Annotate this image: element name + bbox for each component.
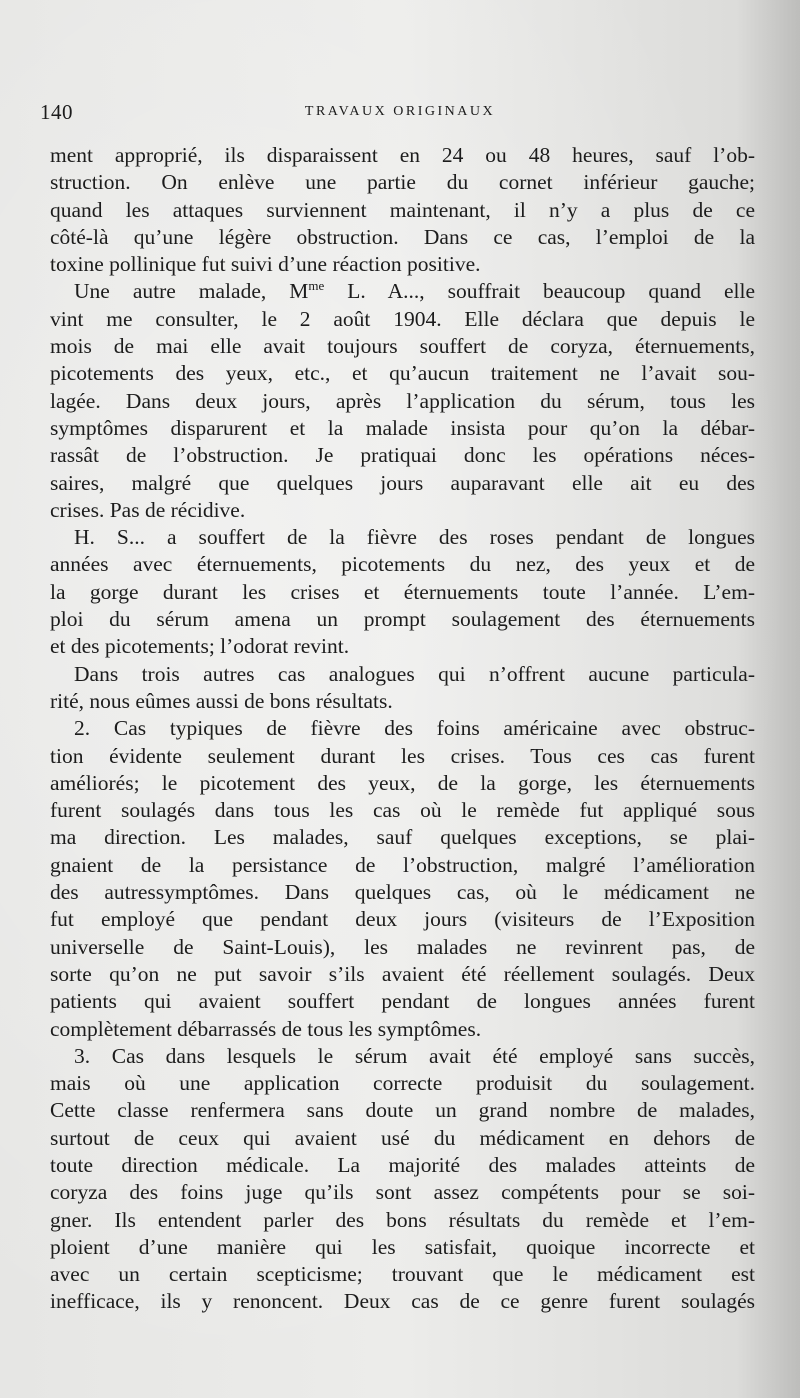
text-line: picotements des yeux, etc., et qu’aucun traitement ne l’avait sou- <box>50 361 755 386</box>
page-number: 140 <box>40 100 73 124</box>
text-line: universelle de Saint-Louis), les malades ne revinrent pas, de <box>50 934 755 959</box>
text-line: ma direction. Les malades, sauf quelques exceptions, se plai- <box>50 825 755 850</box>
text-line: avec un certain scepticisme; trouvant que le médicament est <box>50 1262 755 1287</box>
text-line: sorte qu’on ne put savoir s’ils avaient été réellement soulagés. Deux <box>50 961 755 986</box>
text-line: côté-là qu’une légère obstruction. Dans ce cas, l’emploi de la <box>50 224 755 249</box>
text-line: mois de mai elle avait toujours souffert de coryza, éternuements, <box>50 334 755 359</box>
text-line: années avec éternuements, picotements du nez, des yeux et de <box>50 552 755 577</box>
text-line: surtout de ceux qui avaient usé du médicament en dehors de <box>50 1125 755 1150</box>
text-line: gner. Ils entendent parler des bons résultats du remède et l’em- <box>50 1207 755 1232</box>
paragraph <box>50 661 755 716</box>
text-line: vint me consulter, le 2 août 1904. Elle déclara que depuis le <box>50 306 755 331</box>
paragraph <box>50 1043 755 1316</box>
text-line: tion évidente seulement durant les crises. Tous ces cas furent <box>50 743 755 768</box>
paragraph <box>50 715 755 1043</box>
text-line: 3. Cas dans lesquels le sérum avait été employé sans succès, <box>74 1043 755 1068</box>
text-line: coryza des foins juge qu’ils sont assez compétents pour se soi- <box>50 1180 755 1205</box>
text-line: patients qui avaient souffert pendant de longues années furent <box>50 989 755 1014</box>
text-line: lagée. Dans deux jours, après l’application du sérum, tous les <box>50 388 755 413</box>
paragraph <box>50 278 755 524</box>
text-line: crises. Pas de récidive. <box>50 497 246 522</box>
text-line: inefficace, ils y renoncent. Deux cas de ce genre furent soulagés <box>50 1289 755 1314</box>
text-line: complètement débarrassés de tous les symptômes. <box>50 1016 482 1041</box>
text-line: 2. Cas typiques de fièvre des foins américaine avec obstruc- <box>74 716 755 741</box>
text-line: fut employé que pendant deux jours (visiteurs de l’Exposition <box>50 907 755 932</box>
text-line: quand les attaques surviennent maintenant, il n’y a plus de ce <box>50 197 755 222</box>
text-line: des autressymptômes. Dans quelques cas, où le médicament ne <box>50 880 755 905</box>
text-line: struction. On enlève une partie du cornet inférieur gauche; <box>50 170 755 195</box>
text-line: symptômes disparurent et la malade insista pour qu’on la débar- <box>50 415 755 440</box>
text-line: Cette classe renfermera sans doute un grand nombre de malades, <box>50 1098 755 1123</box>
body-text <box>50 142 755 1316</box>
text-line: la gorge durant les crises et éternuements toute l’année. L’em- <box>50 579 755 604</box>
text-line: saires, malgré que quelques jours auparavant elle ait eu des <box>50 470 755 495</box>
text-line: furent soulagés dans tous les cas où le remède fut appliqué sous <box>50 798 755 823</box>
text-line: et des picotements; l’odorat revint. <box>50 634 350 659</box>
text-line: rassât de l’obstruction. Je pratiquai donc les opérations néces- <box>50 443 755 468</box>
text-line: mais où une application correcte produisit du soulagement. <box>50 1071 755 1096</box>
text-line: ploi du sérum amena un prompt soulagement des éternuements <box>50 607 755 632</box>
text-line: Une autre malade, $M^{me}$ L. A..., souffrait beaucoup quand elle <box>74 278 755 304</box>
text-line: H. S... a souffert de la fièvre des roses pendant de longues <box>74 525 755 550</box>
text-line: ploient d’une manière qui les satisfait, quoique incorrecte et <box>50 1234 755 1259</box>
text-line: toute direction médicale. La majorité des malades atteints de <box>50 1152 755 1177</box>
text-line: améliorés; le picotement des yeux, de la gorge, les éternuements <box>50 770 755 795</box>
paragraph <box>50 524 755 660</box>
page-header <box>40 100 760 130</box>
text-line: gnaient de la persistance de l’obstruction, malgré l’amélioration <box>50 852 755 877</box>
text-line: rité, nous eûmes aussi de bons résultats. <box>50 688 393 713</box>
text-line: toxine pollinique fut suivi d’une réaction positive. <box>50 252 481 277</box>
paragraph <box>50 142 755 278</box>
running-title: TRAVAUX ORIGINAUX <box>304 104 496 119</box>
text-line: ment approprié, ils disparaissent en 24 ou 48 heures, sauf l’ob- <box>50 143 755 167</box>
text-line: Dans trois autres cas analogues qui n’offrent aucune particula- <box>74 661 755 686</box>
